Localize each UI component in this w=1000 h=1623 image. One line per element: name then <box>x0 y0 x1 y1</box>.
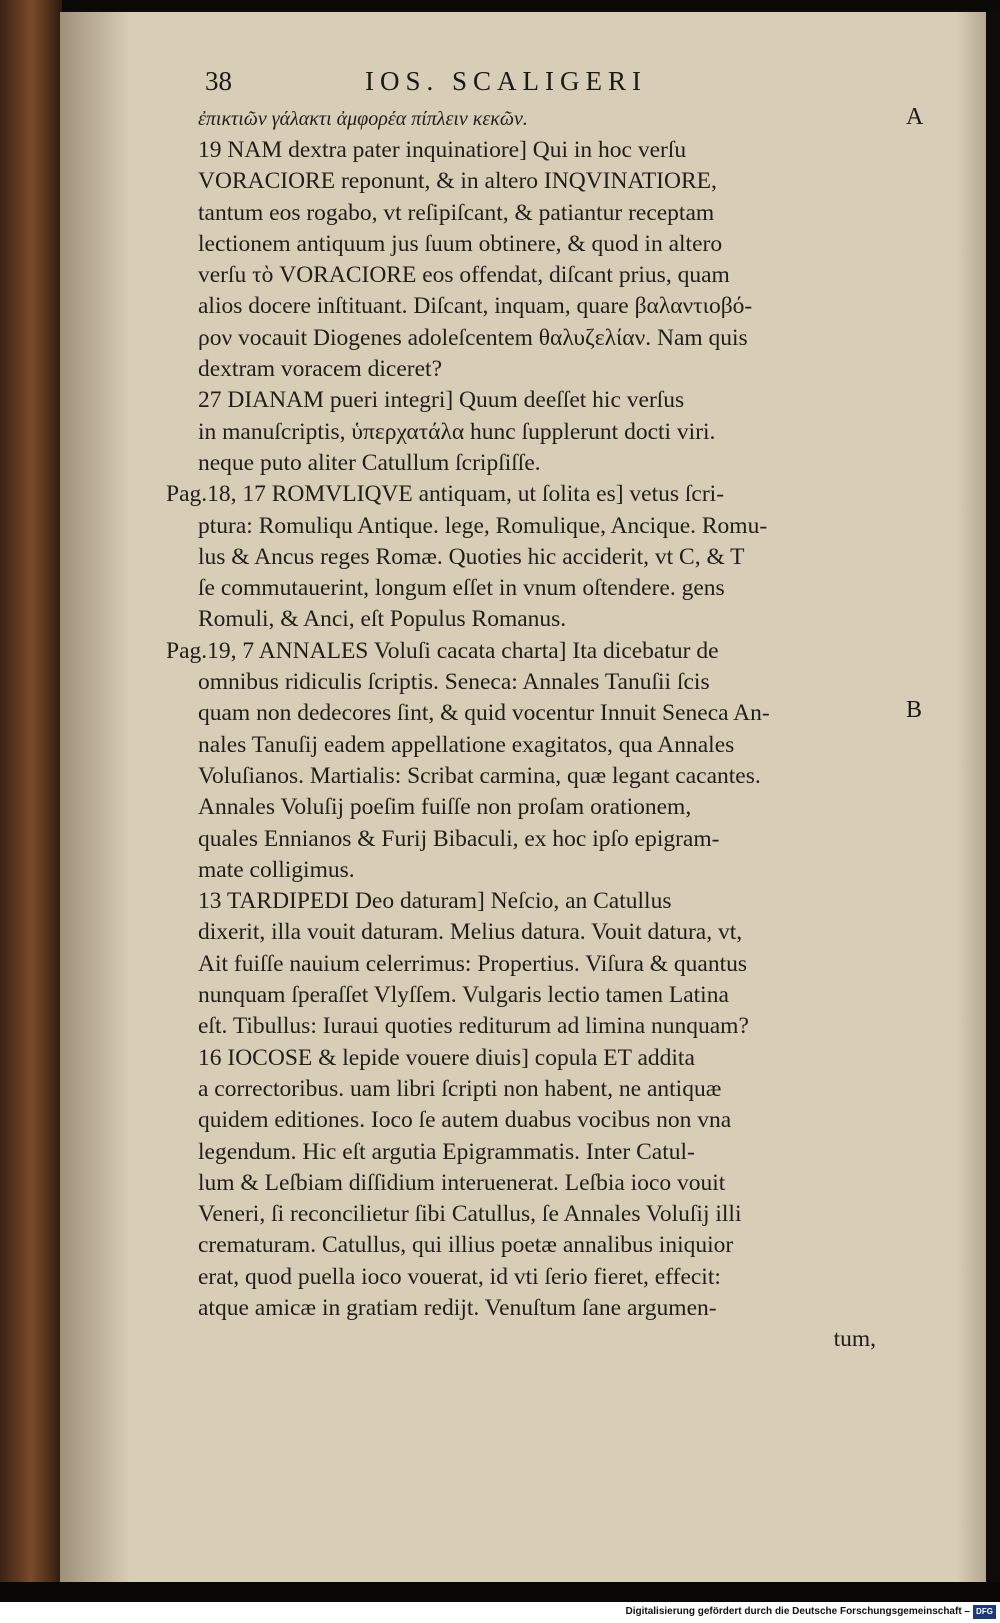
text-line: neque puto aliter Catullum ſcripſiſſe. <box>198 449 541 476</box>
text-line: lum & Leſbiam diſſidium interuenerat. Leſbia ioco vouit <box>198 1169 726 1196</box>
text-line: VORACIORE reponunt, & in altero INQVINATIORE, <box>198 168 717 195</box>
text-line: erat, quod puella ioco vouerat, id vti ſerio fieret, effecit: <box>198 1263 721 1290</box>
text-line: quidem editiones. Ioco ſe autem duabus vocibus non vna <box>198 1107 732 1134</box>
text-line: Voluſianos. Martialis: Scribat carmina, quæ legant cacantes. <box>198 762 761 789</box>
text-line: Pag.19, 7 ANNALES Voluſi cacata charta] Ita dicebatur de <box>166 637 719 664</box>
digitization-footer <box>0 1602 1000 1623</box>
text-line: Veneri, ſi reconcilietur ſibi Catullus, ſe Annales Voluſij illi <box>198 1201 742 1228</box>
text-line: Ait fuiſſe nauium celerrimus: Propertius. Viſura & quantus <box>198 950 748 977</box>
running-header <box>205 66 785 102</box>
text-line: legendum. Hic eſt argutia Epigrammatis. Inter Catul- <box>198 1138 695 1165</box>
text-line: atque amicæ in gratiam redijt. Venuſtum ſane argumen- <box>198 1294 717 1321</box>
text-line: tantum eos rogabo, vt reſipiſcant, & patiantur receptam <box>198 199 715 226</box>
margin-letter-a: A <box>906 104 924 130</box>
text-line: Romuli, & Anci, eſt Populus Romanus. <box>198 606 567 633</box>
text-line: quales Ennianos & Furij Bibaculi, ex hoc ipſo epigram- <box>198 825 720 852</box>
text-line: 16 IOCOSE & lepide vouere diuis] copula ET addita <box>198 1044 695 1071</box>
text-line: 13 TARDIPEDI Deo daturam] Neſcio, an Catullus <box>198 888 672 915</box>
text-line: nales Tanuſij eadem appellatione exagitatos, qua Annales <box>198 731 735 758</box>
text-line: tum, <box>833 1326 876 1353</box>
text-line: verſu τὸ VORACIORE eos offendat, diſcant prius, quam <box>198 262 730 289</box>
text-line: 27 DIANAM pueri integri] Quum deeſſet hic verſus <box>198 387 685 414</box>
text-line: eſt. Tibullus: Iuraui quoties rediturum ad limina nunquam? <box>198 1013 749 1040</box>
text-line: lus & Ancus reges Romæ. Quoties hic acciderit, vt C, & T <box>198 543 745 570</box>
text-line: in manuſcriptis, ὑπερχατάλα hunc ſupplerunt docti viri. <box>198 418 716 445</box>
text-line: mate colligimus. <box>198 856 355 883</box>
funding-notice: Digitalisierung gefördert durch die Deutsche Forschungsgemeinschaft – <box>625 1606 970 1617</box>
text-line: omnibus ridiculis ſcriptis. Seneca: Annales Tanuſii ſcis <box>198 669 710 696</box>
page-number: 38 <box>205 66 232 96</box>
text-line: ptura: Romuliqu Antique. lege, Romulique, Ancique. Romu- <box>198 512 768 539</box>
text-line: Pag.18, 17 ROMVLIQVE antiquam, ut ſolita es] vetus ſcri- <box>166 481 725 508</box>
running-head-title: IOS. SCALIGERI <box>365 66 648 96</box>
text-line: ſe commutauerint, longum eſſet in vnum oſtendere. gens <box>198 575 725 602</box>
text-line: ἐπικτιῶν γάλακτι ἀμφορέα πίπλειν κεκῶν. <box>198 108 528 130</box>
text-line: ρον vocauit Diogenes adoleſcentem θαλυζελίαν. Nam quis <box>198 324 748 351</box>
text-line: a correctoribus. uam libri ſcripti non habent, ne antiquæ <box>198 1075 722 1102</box>
body-text <box>166 103 882 1356</box>
text-line: Annales Voluſij poeſim fuiſſe non proſam orationem, <box>198 794 692 821</box>
scan-top-edge <box>0 0 1000 10</box>
book-binding <box>0 0 62 1585</box>
text-line: lectionem antiquum jus ſuum obtinere, & quod in altero <box>198 230 723 257</box>
text-line: crematuram. Catullus, qui illius poetæ annalibus iniquior <box>198 1232 734 1259</box>
scan-bottom-edge <box>0 1582 1000 1602</box>
text-line: nunquam ſperaſſet Vlyſſem. Vulgaris lectio tamen Latina <box>198 982 729 1009</box>
text-line: alios docere inſtituant. Diſcant, inquam, quare βαλαντιοβό- <box>198 293 753 320</box>
text-line: dextram voracem diceret? <box>198 356 442 383</box>
dfg-logo: DFG <box>973 1605 996 1619</box>
text-line: dixerit, illa vouit daturam. Melius datura. Vouit datura, vt, <box>198 919 743 946</box>
text-line: quam non dedecores ſint, & quid vocentur Innuit Seneca An- <box>198 700 770 727</box>
margin-letter-b: B <box>906 697 923 723</box>
text-line: 19 NAM dextra pater inquinatiore] Qui in hoc verſu <box>198 137 687 163</box>
